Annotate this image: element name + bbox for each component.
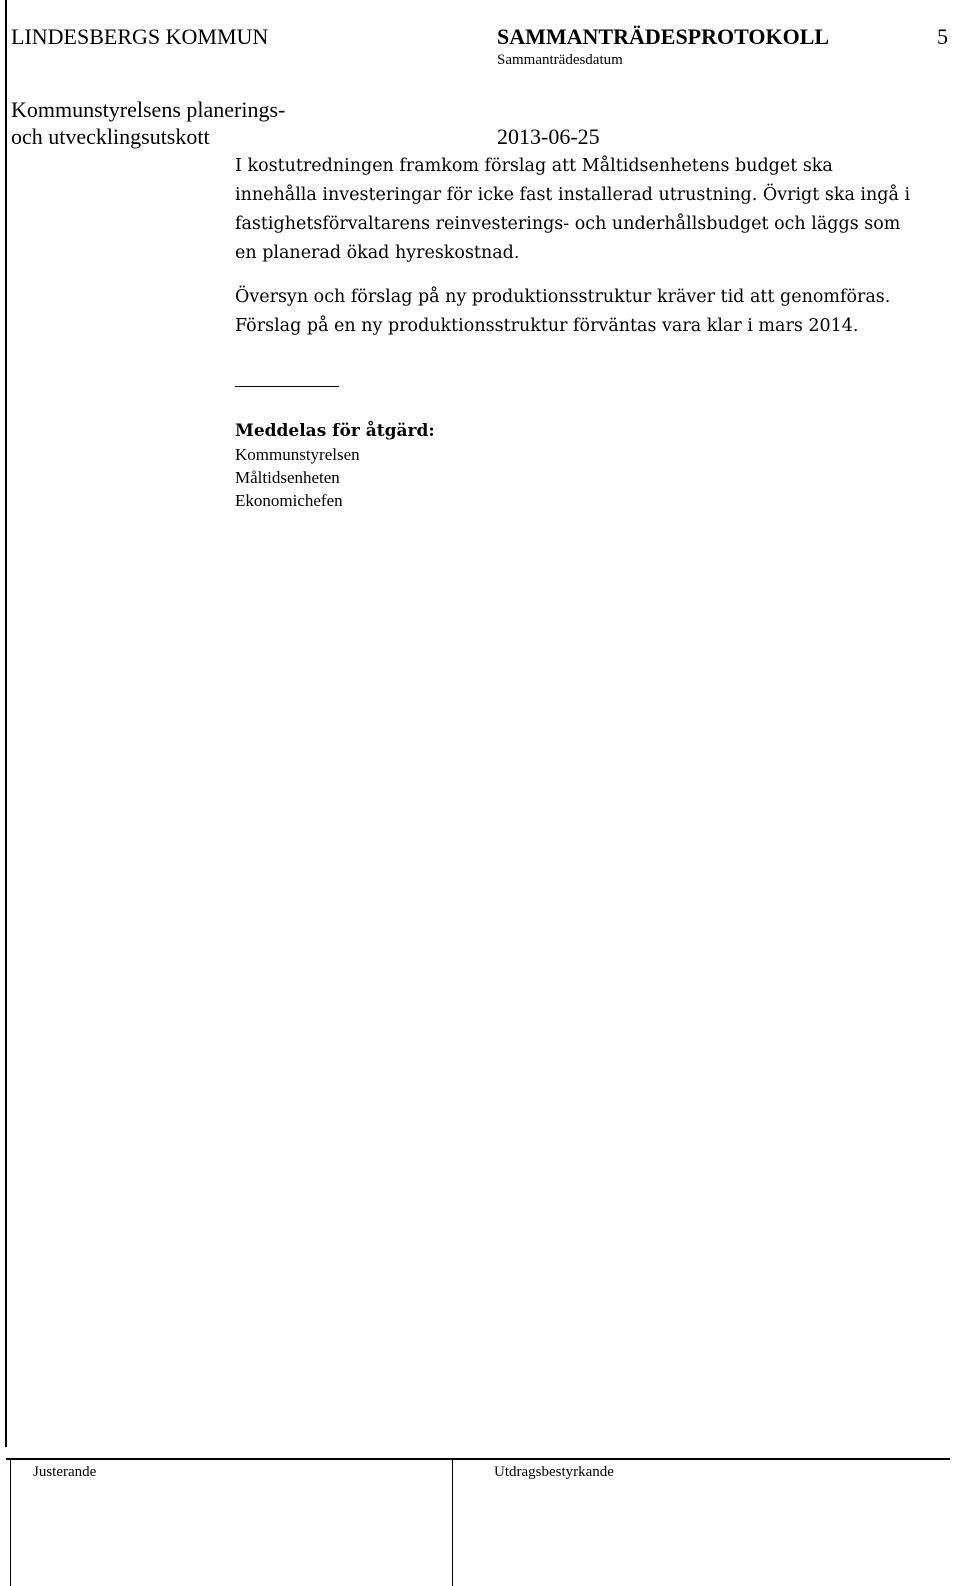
footer-justerande-label: Justerande — [33, 1464, 97, 1480]
paragraph-production-structure — [235, 283, 890, 341]
text-line: en planerad ökad hyreskostnad. — [235, 243, 520, 263]
recipient-item: Måltidsenheten — [235, 468, 340, 487]
committee-name-line2: och utvecklingsutskott — [11, 124, 210, 149]
document-type: SAMMANTRÄDESPROTOKOLL — [497, 24, 830, 49]
left-margin-rule — [5, 0, 7, 1447]
page-number: 5 — [937, 24, 948, 49]
text-line: Översyn och förslag på ny produktionsstruktur kräver tid att genomföras. — [235, 287, 891, 307]
recipient-item: Kommunstyrelsen — [235, 445, 360, 464]
organization-name: LINDESBERGS KOMMUN — [11, 24, 269, 49]
text-line: I kostutredningen framkom förslag att Måltidsenhetens budget ska — [235, 156, 833, 176]
footer-divider-rule — [452, 1458, 453, 1586]
text-line: innehålla investeringar för icke fast installerad utrustning. Övrigt ska ingå i — [235, 185, 911, 205]
footer-top-rule — [6, 1458, 950, 1460]
footer-left-rule — [10, 1458, 11, 1586]
recipient-item: Ekonomichefen — [235, 491, 343, 510]
text-line: Förslag på en ny produktionsstruktur förväntas vara klar i mars 2014. — [235, 316, 859, 336]
section-divider — [235, 386, 339, 387]
action-heading: Meddelas för åtgärd: — [235, 421, 435, 441]
text-line: fastighetsförvaltarens reinvesterings- och underhållsbudget och läggs som — [235, 214, 901, 234]
meeting-date-label: Sammanträdesdatum — [497, 52, 623, 68]
committee-name-line1: Kommunstyrelsens planerings- — [11, 97, 286, 122]
recipient-list — [235, 443, 360, 512]
paragraph-budget — [235, 152, 910, 268]
footer-utdragsbestyrkande-label: Utdragsbestyrkande — [494, 1464, 614, 1480]
meeting-date: 2013-06-25 — [497, 124, 600, 149]
